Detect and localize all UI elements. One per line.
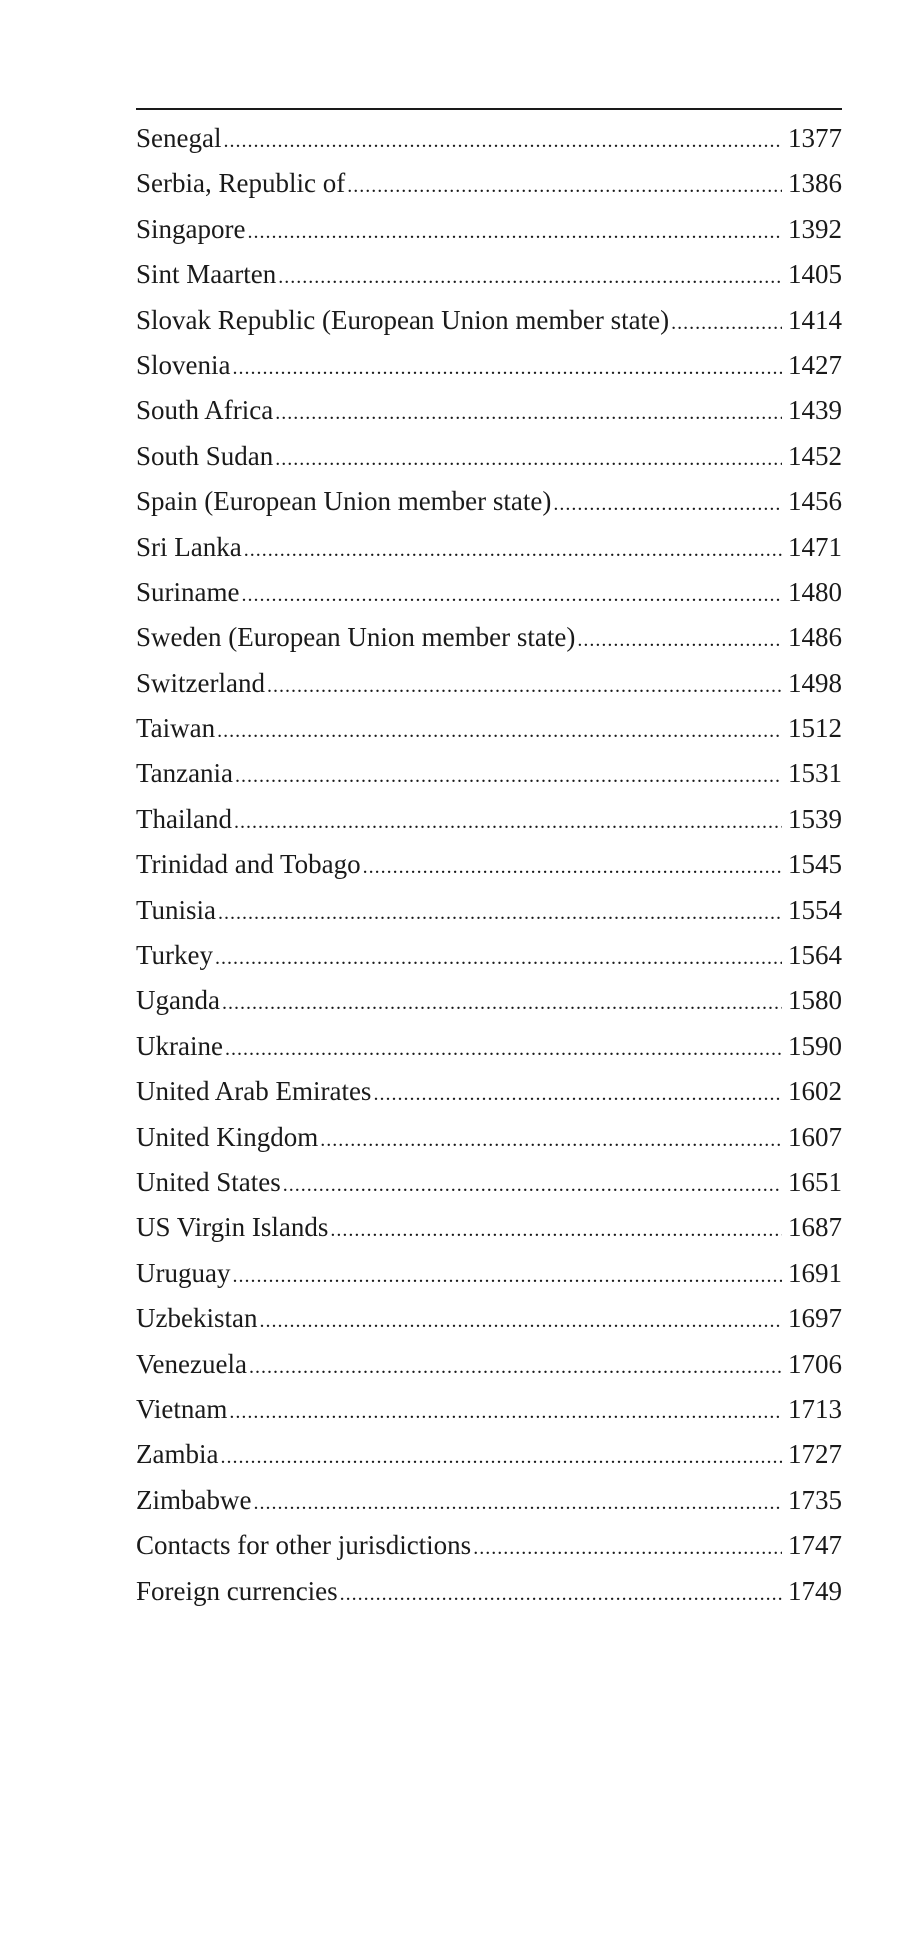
toc-entry-title: Tanzania [136,758,234,789]
toc-entry-title: Switzerland [136,667,265,698]
dot-leader [330,1208,782,1250]
toc-entry[interactable] [136,116,842,161]
toc-entry-title: Foreign currencies [136,1575,338,1606]
toc-entry-page-number: 1564 [788,940,842,971]
dot-leader [275,437,782,479]
toc-entry-title: Slovenia [136,349,231,380]
toc-entry-page-number: 1713 [788,1393,842,1424]
toc-entry[interactable] [136,615,842,660]
toc-entry[interactable] [136,1342,842,1387]
toc-entry-title: Venezuela [136,1348,247,1379]
toc-entry[interactable] [136,252,842,297]
toc-page [136,108,842,1614]
toc-entry[interactable] [136,1523,842,1568]
toc-entry-title: Turkey [136,940,214,971]
toc-entry[interactable] [136,570,842,615]
toc-entry-page-number: 1486 [788,622,842,653]
toc-entry-title: Zimbabwe [136,1484,252,1515]
toc-entry[interactable] [136,1205,842,1250]
toc-entry-title: Thailand [136,803,232,834]
dot-leader [220,1435,782,1477]
toc-entry-page-number: 1651 [788,1166,842,1197]
toc-entry-page-number: 1691 [788,1257,842,1288]
dot-leader [275,391,782,433]
toc-entry[interactable] [136,479,842,524]
toc-entry-page-number: 1590 [788,1030,842,1061]
dot-leader [373,1072,782,1114]
toc-entry-title: South Sudan [136,440,274,471]
toc-entry-page-number: 1427 [788,349,842,380]
toc-entry-title: Sint Maarten [136,259,277,290]
toc-entry-page-number: 1554 [788,894,842,925]
toc-entry[interactable] [136,1160,842,1205]
toc-entry-page-number: 1471 [788,531,842,562]
toc-entry-page-number: 1735 [788,1484,842,1515]
toc-entry-page-number: 1377 [788,123,842,153]
toc-entry-page-number: 1414 [788,304,842,335]
dot-leader [233,346,783,388]
toc-entry[interactable] [136,1024,842,1069]
toc-entry-title: Uganda [136,985,220,1016]
toc-entry[interactable] [136,434,842,479]
toc-entry-title: Slovak Republic (European Union member state) [136,304,670,335]
toc-entry[interactable] [136,797,842,842]
toc-entry-page-number: 1480 [788,576,842,607]
toc-entry-title: Uruguay [136,1257,231,1288]
toc-entry[interactable] [136,298,842,343]
toc-entry-page-number: 1405 [788,259,842,290]
toc-entry-title: Vietnam [136,1393,228,1424]
top-rule [136,108,842,110]
dot-leader [320,1118,782,1160]
toc-entry-page-number: 1727 [788,1439,842,1470]
toc-entry[interactable] [136,1478,842,1523]
dot-leader [278,255,782,297]
dot-leader [217,709,782,751]
toc-entry-title: United States [136,1166,281,1197]
dot-leader [363,845,782,887]
dot-leader [671,301,782,343]
toc-entry-page-number: 1386 [788,168,842,199]
dot-leader [235,754,782,796]
toc-entry-title: Suriname [136,576,240,607]
dot-leader [247,210,782,252]
toc-entry[interactable] [136,161,842,206]
toc-entry[interactable] [136,525,842,570]
dot-leader [223,119,782,161]
toc-entry-title: Taiwan [136,713,216,744]
toc-entry-page-number: 1452 [788,440,842,471]
toc-entry-title: Singapore [136,213,246,244]
toc-entry-title: Sweden (European Union member state) [136,622,576,653]
toc-entry[interactable] [136,842,842,887]
toc-entry-page-number: 1545 [788,849,842,880]
dot-leader [267,664,782,706]
toc-entry[interactable] [136,978,842,1023]
dot-leader [244,528,782,570]
toc-entry[interactable] [136,888,842,933]
toc-entry-title: Senegal [136,123,222,153]
dot-leader [340,1572,782,1614]
dot-leader [222,981,782,1023]
toc-entry[interactable] [136,933,842,978]
dot-leader [218,891,782,933]
dot-leader [241,573,782,615]
toc-entry-page-number: 1602 [788,1076,842,1107]
toc-entry-title: Uzbekistan [136,1303,258,1334]
toc-entry-page-number: 1749 [788,1575,842,1606]
toc-entry-title: United Arab Emirates [136,1076,372,1107]
toc-entry-page-number: 1580 [788,985,842,1016]
toc-entry[interactable] [136,706,842,751]
dot-leader [553,482,782,524]
toc-entry-page-number: 1687 [788,1212,842,1243]
toc-entry-page-number: 1539 [788,803,842,834]
toc-entry-title: Serbia, Republic of [136,168,346,199]
dot-leader [249,1345,782,1387]
toc-entry-page-number: 1512 [788,713,842,744]
toc-entry-title: Zambia [136,1439,219,1470]
toc-entry-title: Spain (European Union member state) [136,486,552,517]
toc-entry-page-number: 1456 [788,486,842,517]
dot-leader [253,1481,782,1523]
dot-leader [283,1163,782,1205]
toc-entry[interactable] [136,1387,842,1432]
toc-entry[interactable] [136,1251,842,1296]
toc-entry-page-number: 1607 [788,1121,842,1152]
toc-entry-page-number: 1697 [788,1303,842,1334]
toc-entry-title: Trinidad and Tobago [136,849,361,880]
toc-entry[interactable] [136,1069,842,1114]
dot-leader [225,1027,782,1069]
toc-entry-page-number: 1439 [788,395,842,426]
dot-leader [215,936,782,978]
dot-leader [229,1390,782,1432]
toc-entry[interactable] [136,388,842,433]
toc-entry-title: United Kingdom [136,1121,319,1152]
toc-entry[interactable] [136,661,842,706]
toc-entry-title: South Africa [136,395,274,426]
toc-entry-title: Ukraine [136,1030,223,1061]
toc-entry-page-number: 1531 [788,758,842,789]
toc-entry-title: US Virgin Islands [136,1212,329,1243]
dot-leader [473,1526,782,1568]
dot-leader [577,618,782,660]
dot-leader [259,1299,782,1341]
toc-entry-title: Contacts for other jurisdictions [136,1530,472,1561]
toc-entry-page-number: 1392 [788,213,842,244]
toc-entry[interactable] [136,1569,842,1614]
dot-leader [234,800,782,842]
toc-list [136,116,842,1614]
toc-entry-title: Tunisia [136,894,217,925]
toc-entry-page-number: 1706 [788,1348,842,1379]
toc-entry-page-number: 1747 [788,1530,842,1561]
toc-entry[interactable] [136,1115,842,1160]
toc-entry[interactable] [136,751,842,796]
toc-entry[interactable] [136,1432,842,1477]
dot-leader [232,1254,782,1296]
dot-leader [347,164,782,206]
toc-entry-title: Sri Lanka [136,531,242,562]
toc-entry[interactable] [136,343,842,388]
toc-entry[interactable] [136,1296,842,1341]
toc-entry-page-number: 1498 [788,667,842,698]
toc-entry[interactable] [136,207,842,252]
